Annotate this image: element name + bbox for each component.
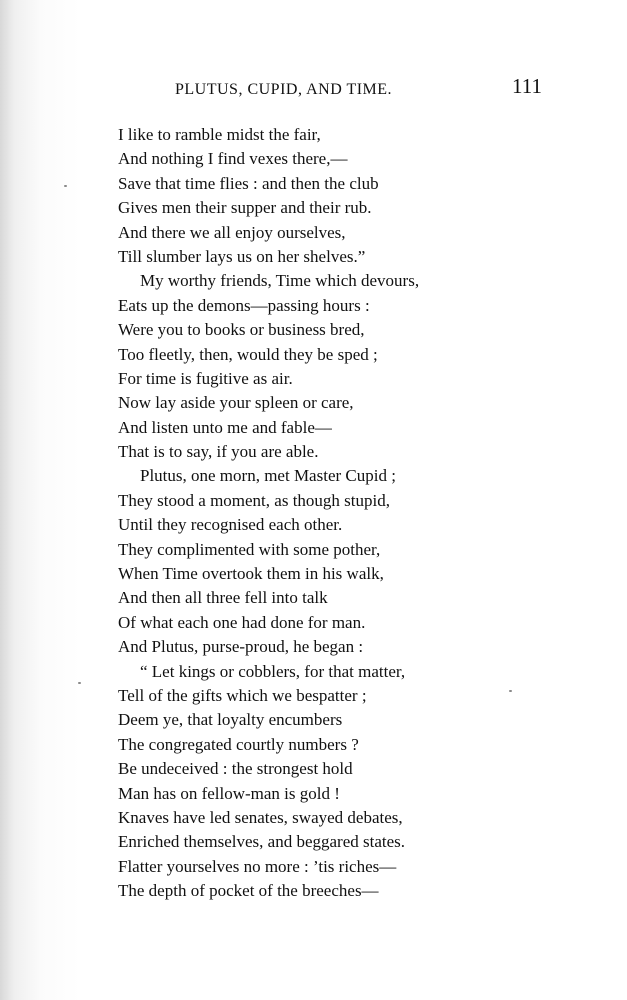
poem-line: For time is fugitive as air. bbox=[118, 368, 293, 388]
poem-line: Until they recognised each other. bbox=[118, 515, 343, 535]
page-number: 111 bbox=[512, 74, 542, 98]
poem-line: When Time overtook them in his walk, bbox=[118, 564, 384, 584]
poem-line: Enriched themselves, and beggared states. bbox=[118, 832, 406, 852]
poem-line: Eats up the demons—passing hours : bbox=[118, 295, 370, 315]
poem-line: Knaves have led senates, swayed debates, bbox=[118, 807, 403, 827]
poem-line: The congregated courtly numbers ? bbox=[118, 734, 359, 754]
poem-line: And Plutus, purse-proud, he began : bbox=[118, 637, 364, 657]
poem-line: Man has on fellow-man is gold ! bbox=[118, 783, 340, 803]
poem-body bbox=[118, 123, 598, 904]
poem-line: Till slumber lays us on her shelves.” bbox=[118, 246, 366, 266]
poem-line: My worthy friends, Time which devours, bbox=[140, 271, 420, 291]
poem-line: Were you to books or business bred, bbox=[118, 320, 365, 340]
poem-line: They complimented with some pother, bbox=[118, 539, 381, 559]
poem-line: And there we all enjoy ourselves, bbox=[118, 222, 346, 242]
poem-line: Gives men their supper and their rub. bbox=[118, 198, 372, 218]
poem-line: Plutus, one morn, met Master Cupid ; bbox=[140, 466, 396, 486]
poem-line: Deem ye, that loyalty encumbers bbox=[118, 710, 343, 730]
running-head-title: PLUTUS, CUPID, AND TIME. bbox=[175, 81, 393, 98]
paper-speck bbox=[509, 690, 512, 692]
poem-line: I like to ramble midst the fair, bbox=[118, 125, 321, 144]
poem-line: They stood a moment, as though stupid, bbox=[118, 490, 390, 510]
poem-line: That is to say, if you are able. bbox=[118, 442, 319, 462]
poem-line: And listen unto me and fable— bbox=[118, 417, 332, 437]
poem-line: Now lay aside your spleen or care, bbox=[118, 393, 354, 413]
poem-line: Be undeceived : the strongest hold bbox=[118, 759, 353, 779]
poem-line: And then all three fell into talk bbox=[118, 588, 328, 608]
poem-line: Tell of the gifts which we bespatter ; bbox=[118, 685, 367, 705]
paper-speck bbox=[78, 682, 81, 684]
poem-line: “ Let kings or cobblers, for that matter, bbox=[140, 661, 406, 681]
poem-line: Flatter yourselves no more : ’tis riches— bbox=[118, 856, 397, 876]
poem-line: And nothing I find vexes there,— bbox=[118, 149, 348, 169]
poem-line: The depth of pocket of the breeches— bbox=[118, 881, 379, 901]
poem-line: Of what each one had done for man. bbox=[118, 612, 366, 632]
paper-speck bbox=[64, 185, 67, 187]
poem-line: Too fleetly, then, would they be sped ; bbox=[118, 344, 378, 364]
poem-line: Save that time flies : and then the club bbox=[118, 173, 379, 193]
